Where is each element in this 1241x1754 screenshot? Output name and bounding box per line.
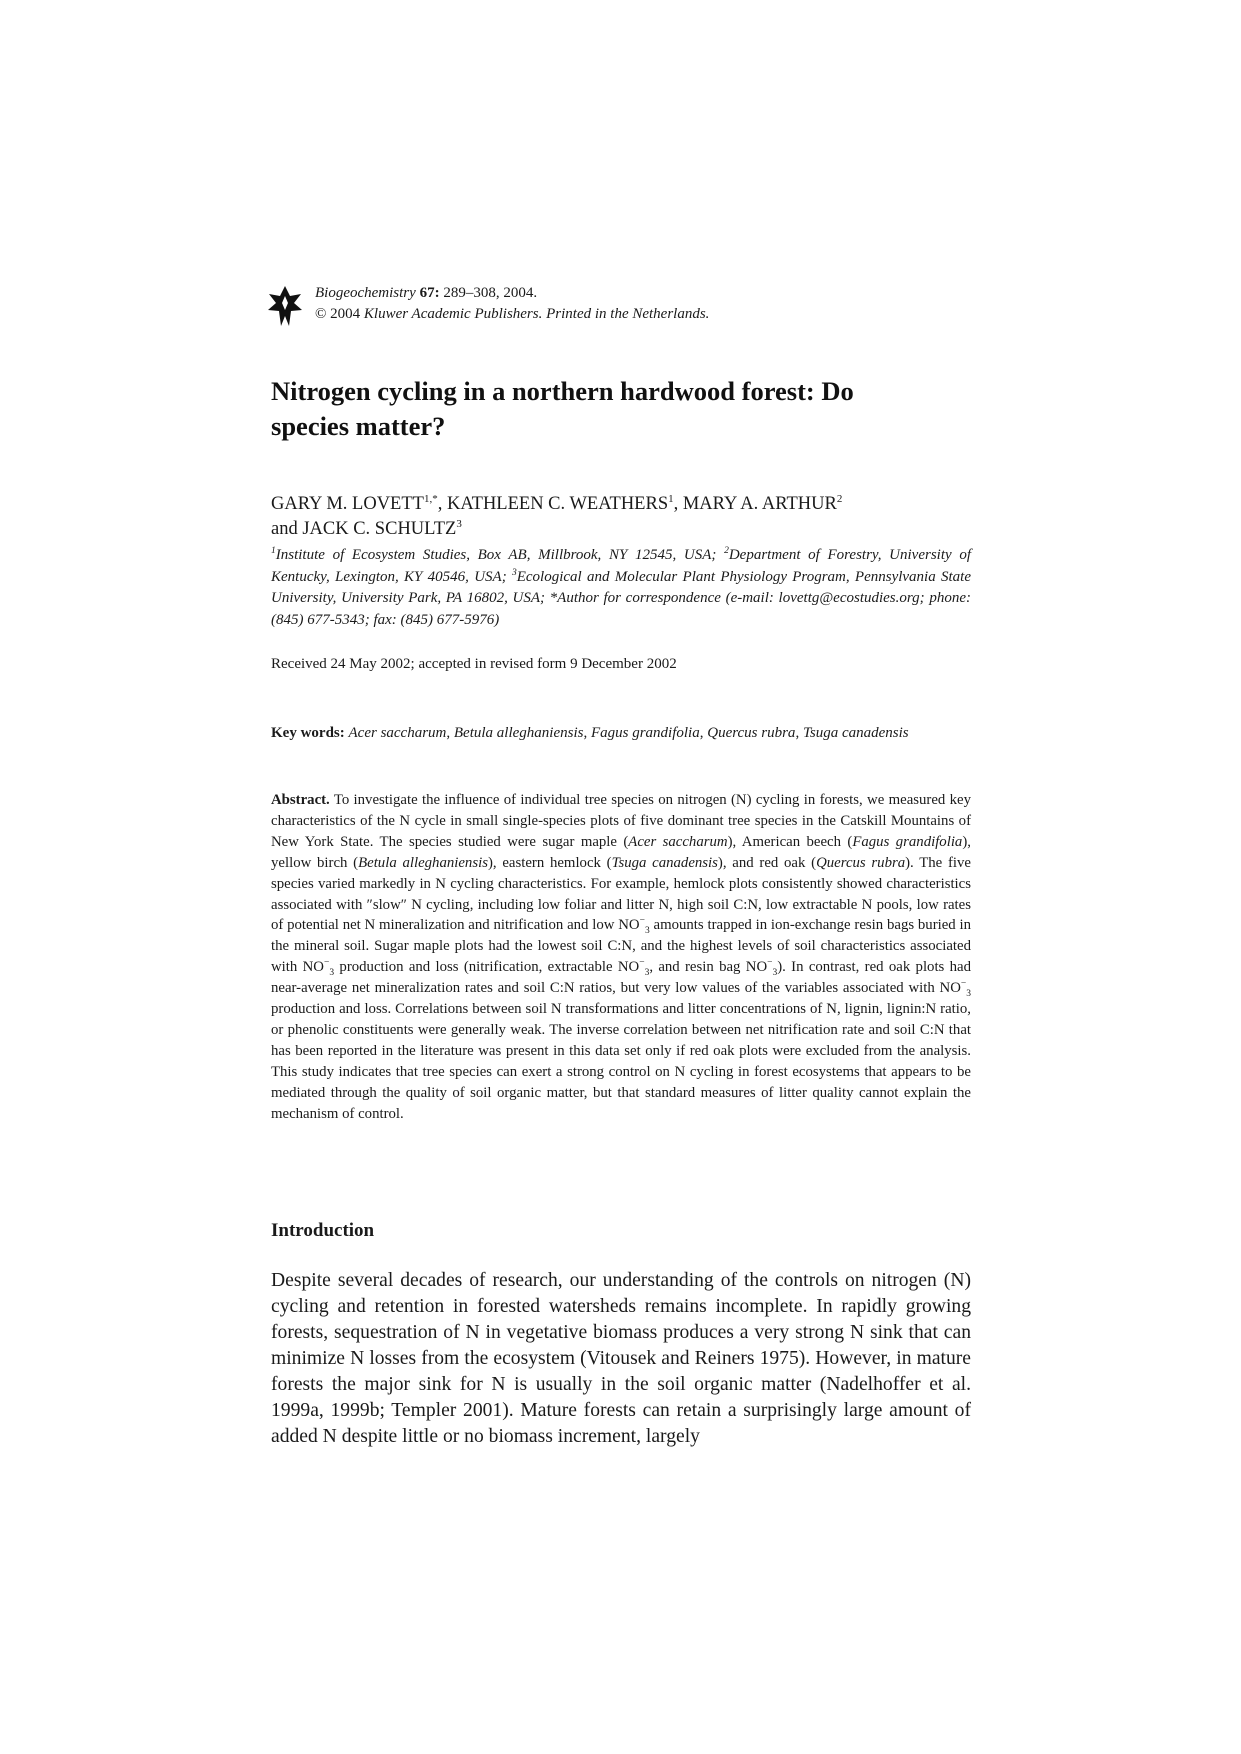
nitrate-superscript: − — [639, 958, 645, 969]
keyword-separator: , — [446, 725, 454, 741]
affiliation-text: Department of Forestry, University of Kentucky, Lexington, KY 40546, USA; — [271, 547, 972, 585]
publisher: Kluwer Academic Publishers. Printed in the Netherlands. — [363, 306, 710, 322]
abstract — [271, 790, 971, 1125]
author-name: GARY M. LOVETT — [271, 494, 424, 514]
keyword: Fagus grandifolia — [590, 725, 700, 741]
nitrate-subscript: 3 — [644, 926, 650, 937]
species-name: Quercus rubra — [816, 854, 906, 871]
publisher-logo-icon — [268, 286, 302, 326]
journal-header — [271, 283, 991, 325]
section-heading: Introduction — [271, 1220, 375, 1241]
author-superscript: 3 — [456, 517, 462, 530]
authors-line-1 — [271, 492, 971, 517]
abstract-text: amounts trapped in ion-exchange resin bags buried in the mineral soil. Sugar maple plots had the lowest soil C:N, and the highest levels of soil characteristics associated with NO — [271, 917, 972, 976]
keyword: Tsuga canadensis — [802, 725, 909, 741]
volume: 67: — [419, 285, 440, 301]
author-name: , MARY A. ARTHUR — [673, 494, 837, 514]
keyword: Quercus rubra — [707, 725, 796, 741]
nitrate-superscript: − — [960, 979, 967, 990]
affiliation-text: Institute of Ecosystem Studies, Box AB, Millbrook, NY 12545, USA; — [275, 547, 725, 563]
abstract-text: ). The five species varied markedly in N cycling characteristics. For example, hemlock plots consistently showed characteristics associated with ″slow″ N cycling, including low foliar and litter N, high soil C:N, low extractable N pools, low rates of potential net N mineralization and nitrification and low NO — [271, 854, 971, 934]
copyright: © 2004 — [315, 306, 364, 322]
abstract-text: ), eastern hemlock ( — [487, 854, 612, 871]
copyright-line — [315, 304, 991, 325]
nitrate-superscript: − — [767, 958, 773, 969]
abstract-text: ). In contrast, red oak plots had near-average net mineralization rates and soil C:N ratios, but very low values of the variables associated with NO — [271, 959, 971, 997]
abstract-text: ), yellow birch ( — [271, 833, 971, 871]
received-dates: Received 24 May 2002; accepted in revised form 9 December 2002 — [271, 656, 677, 672]
author-superscript: 2 — [836, 492, 843, 505]
nitrate-superscript: − — [324, 958, 330, 969]
affiliation-superscript: 2 — [724, 546, 729, 556]
abstract-text: production and loss. Correlations between soil N transformations and litter concentrations of N, lignin, lignin:N ratio, or phenolic constituents were generally weak. The inverse correlation between net nitrification rate and soil C:N that has been reported in the literature was present in this data set only if red oak plots were excluded from the analysis. This study indicates that tree species can exert a strong control on N cycling in forest ecosystems that appears to be mediated through the quality of soil organic matter, but that standard measures of litter quality cannot explain the mechanism of control. — [271, 1001, 971, 1122]
nitrate-subscript: 3 — [966, 989, 971, 1000]
journal-name: Biogeochemistry — [315, 285, 416, 301]
authors-line-2 — [271, 517, 971, 542]
keyword-separator: , — [583, 725, 591, 741]
keywords — [271, 723, 971, 745]
species-name: Fagus grandifolia — [852, 833, 963, 850]
nitrate-subscript: 3 — [329, 968, 335, 979]
paper-title — [271, 374, 971, 444]
abstract-text: production and loss (nitrification, extractable NO — [334, 959, 640, 976]
keyword-separator: , — [795, 725, 803, 741]
abstract-text: To investigate the influence of individual tree species on nitrogen (N) cycling in forests, we measured key characteristics of the N cycle in small single-species plots of five dominant tree species in the Catskill Mountains of New York State. The species studied were sugar maple ( — [271, 792, 971, 850]
author-name: and JACK C. SCHULTZ — [271, 519, 457, 539]
abstract-text: ), American beech ( — [727, 833, 853, 850]
nitrate-superscript: − — [639, 916, 645, 927]
species-name: Acer saccharum — [628, 833, 728, 850]
author-superscript: 1 — [668, 492, 674, 505]
affiliation-superscript: 1 — [271, 546, 276, 556]
abstract-text: ), and red oak ( — [717, 854, 817, 871]
keyword: Betula alleghaniensis — [453, 725, 584, 741]
nitrate-subscript: 3 — [644, 968, 650, 979]
abstract-label: Abstract. — [271, 792, 330, 808]
abstract-text: , and resin bag NO — [649, 959, 768, 976]
pages-year: 289–308, 2004. — [439, 285, 538, 301]
species-name: Betula alleghaniensis — [358, 854, 488, 871]
affiliation-superscript: 3 — [511, 567, 517, 578]
nitrate-subscript: 3 — [772, 968, 778, 979]
title-line-1: Nitrogen cycling in a northern hardwood forest: Do — [271, 376, 854, 406]
keyword-separator: , — [699, 725, 708, 741]
author-name: , KATHLEEN C. WEATHERS — [437, 494, 669, 514]
keyword: Acer saccharum — [348, 725, 447, 741]
affiliation-text: Ecological and Molecular Plant Physiology Program, Pennsylvania State University, University Park, PA 16802, USA; *Author for correspondence (e-mail: lovettg@ecostudies.org; phone: (845) 677-5343; fax: (845) 677-5976) — [271, 568, 971, 628]
citation-line — [315, 283, 991, 304]
author-list — [271, 492, 971, 542]
title-line-2: species matter? — [271, 411, 446, 441]
keywords-label: Key words: — [271, 725, 345, 741]
author-superscript: 1,* — [423, 492, 438, 505]
introduction-paragraph: Despite several decades of research, our understanding of the controls on nitrogen (N) cycling and retention in forested watersheds remains incomplete. In rapidly growing forests, sequestration of N in vegetative biomass produces a very strong N sink that can minimize N losses from the ecosystem (Vitousek and Reiners 1975). However, in mature forests the major sink for N is usually in the soil organic matter (Nadelhoffer et al. 1999a, 1999b; Templer 2001). Mature forests can retain a surprisingly large amount of added N despite little or no biomass increment, largely — [271, 1270, 971, 1447]
species-name: Tsuga canadensis — [611, 854, 718, 871]
affiliations — [271, 545, 971, 631]
